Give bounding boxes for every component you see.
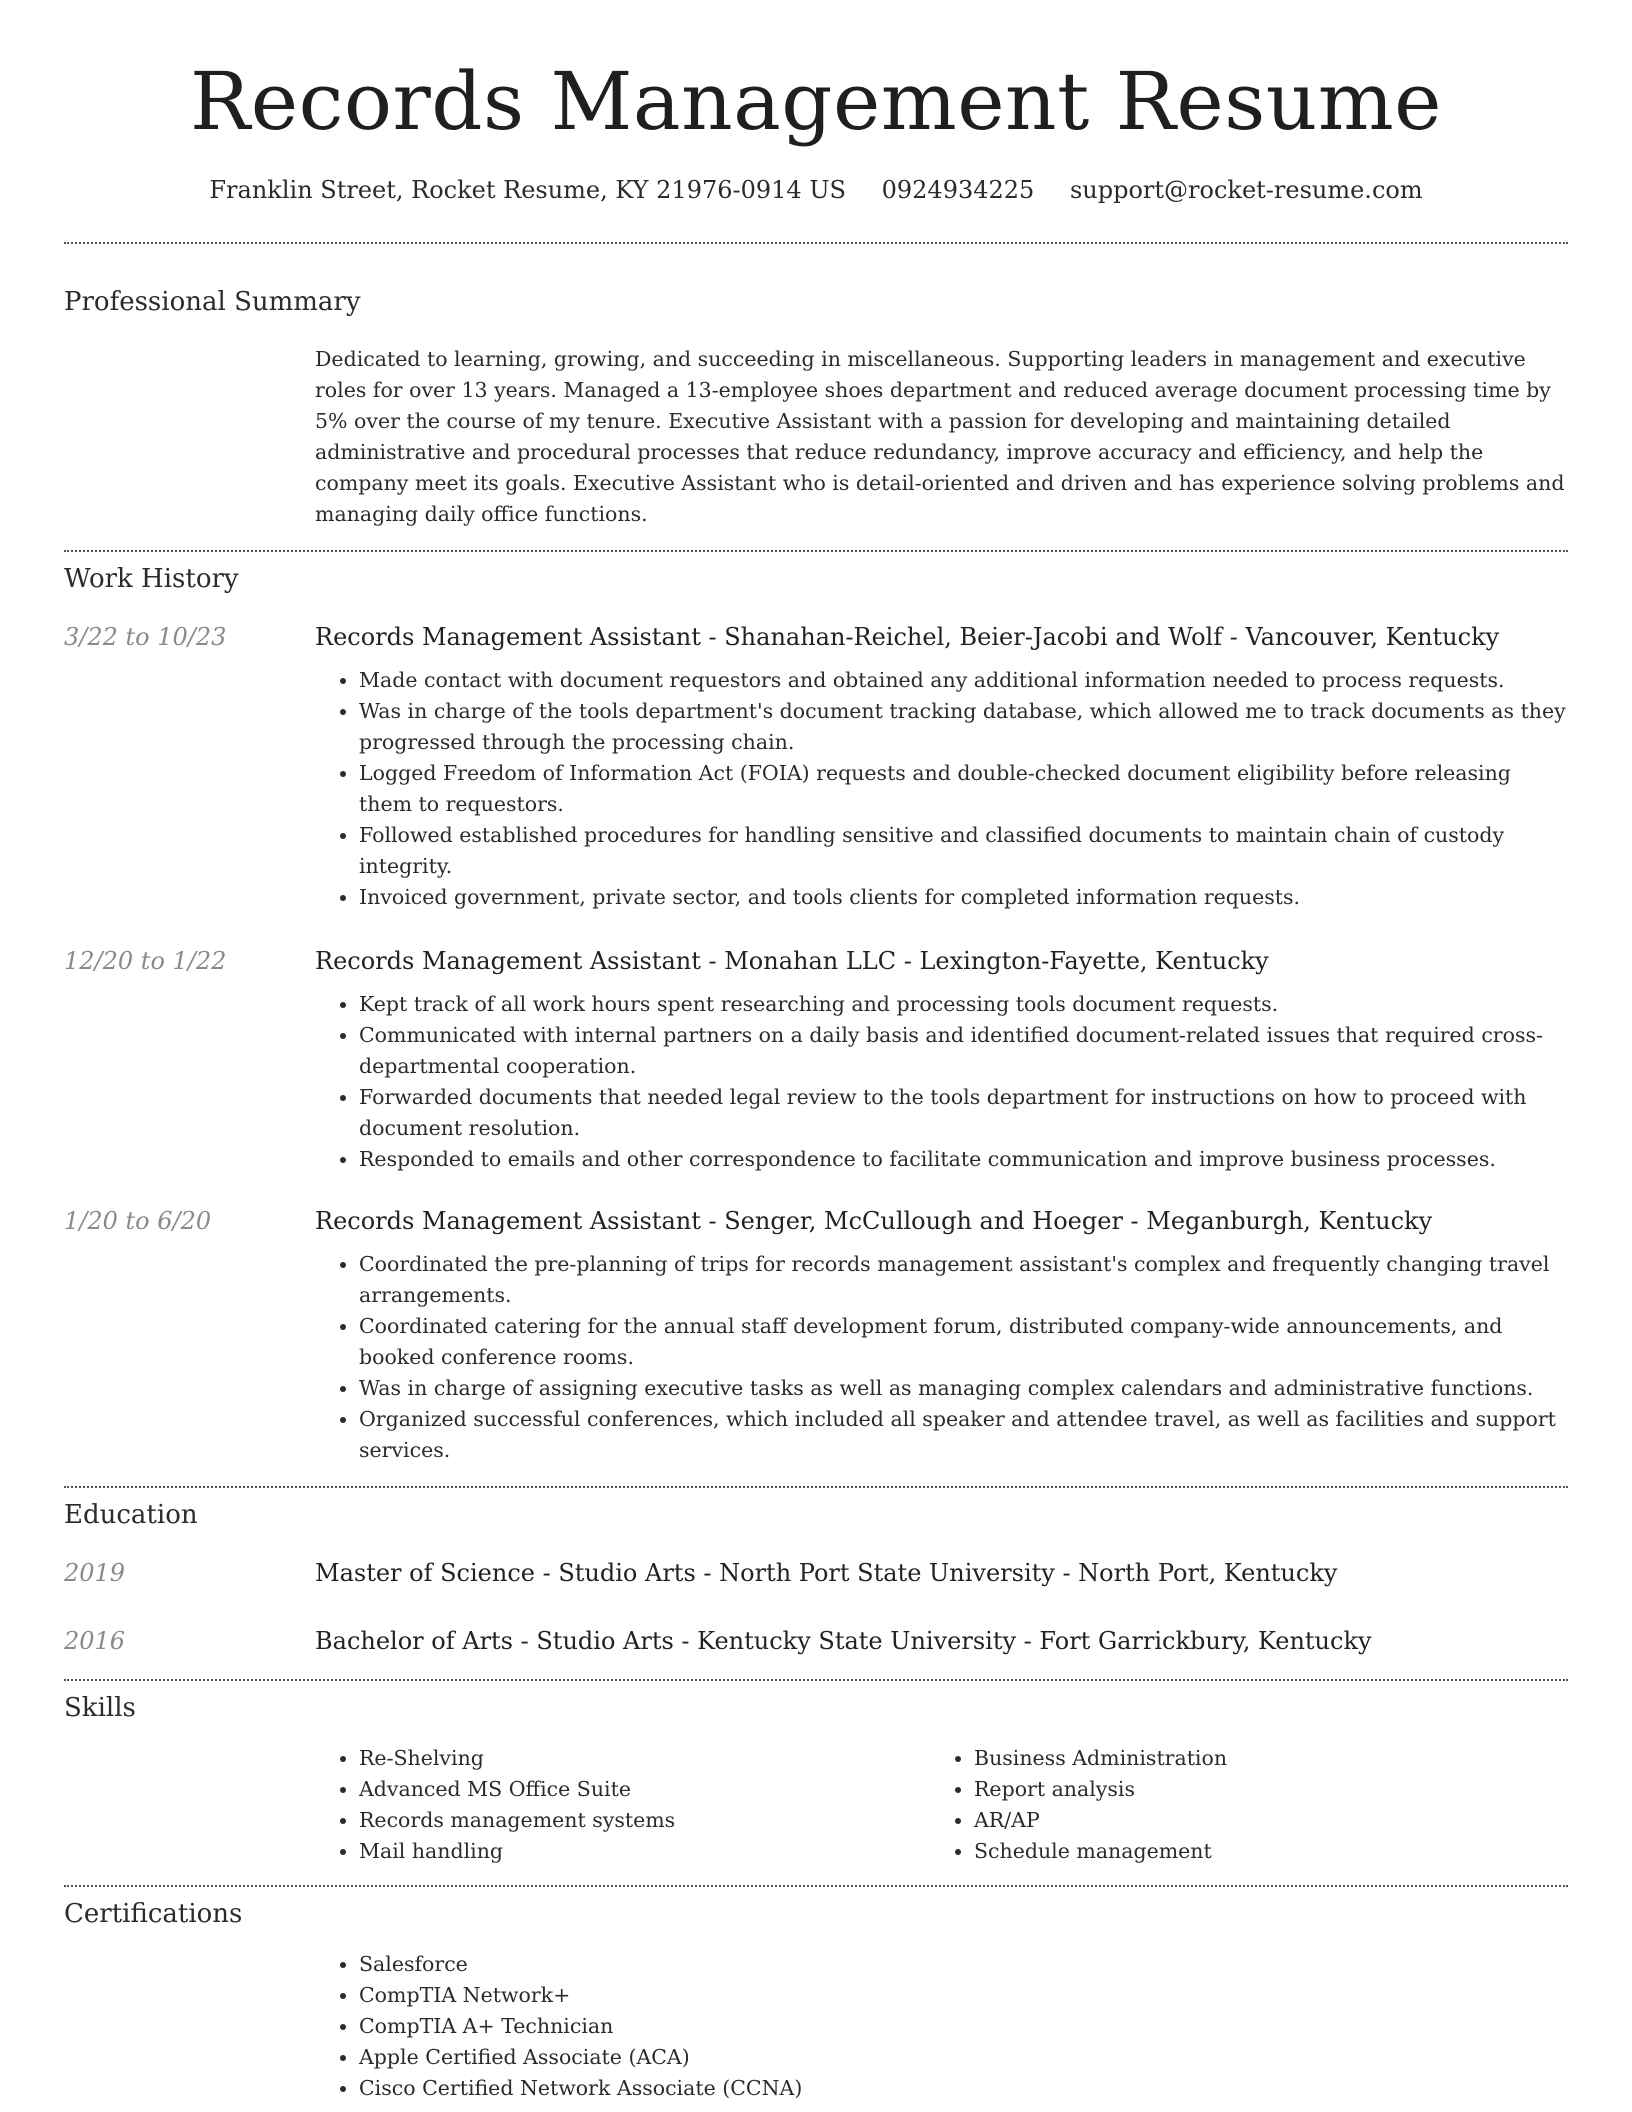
resume-page [64, 0, 1568, 2104]
list-item: • Was in charge of the tools department's document tracking database, which allowed me to track documents as they progressed through the processing chain. [359, 696, 1568, 758]
list-item: • Cisco Certified Network Associate (CCNA) [359, 2073, 1568, 2104]
job-heading: Records Management Assistant - Shanahan-Reichel, Beier-Jacobi and Wolf - Vancouver, Kentucky [315, 623, 1500, 651]
education-body [315, 1623, 1568, 1659]
divider-education [64, 1679, 1568, 1681]
summary-text: Dedicated to learning, growing, and succeeding in miscellaneous. Supporting leaders in management and executive roles for over 13 years. Managed a 13-employee shoes department and reduced average document processing time by 5% over the course of my tenure. Executive Assistant with a passion for developing and maintaining detailed administrative and procedural processes that reduce redundancy, improve accuracy and efficiency, and help the company meet its goals. Executive Assistant who is detail-oriented and driven and has experience solving problems and managing daily office functions. [315, 347, 1565, 526]
education-year: 2016 [64, 1627, 126, 1655]
list-item: • Coordinated the pre-planning of trips for records management assistant's complex and frequently changing travel arrangements. [359, 1249, 1568, 1311]
list-item: • Report analysis [974, 1774, 1545, 1805]
skills-list [930, 1743, 1545, 1867]
divider-work [64, 1486, 1568, 1488]
job-dates: 12/20 to 1/22 [64, 947, 227, 975]
contact-phone: 0924934225 [881, 176, 1035, 204]
list-item: • Responded to emails and other correspondence to facilitate communication and improve business processes. [359, 1144, 1568, 1175]
list-item: • CompTIA A+ Technician [359, 2011, 1568, 2042]
list-item: • Apple Certified Associate (ACA) [359, 2042, 1568, 2073]
job-dates: 1/20 to 6/20 [64, 1207, 212, 1235]
divider-summary [64, 550, 1568, 552]
list-item: • Communicated with internal partners on a daily basis and identified document-related issues that required cross-departmental cooperation. [359, 1020, 1568, 1082]
list-item: • Invoiced government, private sector, and tools clients for completed information requests. [359, 882, 1568, 913]
education-entry [64, 1555, 1568, 1591]
job-heading: Records Management Assistant - Senger, McCullough and Hoeger - Meganburgh, Kentucky [315, 1207, 1433, 1235]
section-title-education: Education [64, 1500, 198, 1530]
list-item: • Followed established procedures for handling sensitive and classified documents to maintain chain of custody integrity. [359, 820, 1568, 882]
contact-line [64, 172, 1568, 208]
resume-title: Records Management Resume [189, 55, 1443, 148]
list-item: • Logged Freedom of Information Act (FOIA) requests and double-checked document eligibility before releasing them to requestors. [359, 758, 1568, 820]
divider-header [64, 242, 1568, 244]
job-entry [64, 943, 1568, 1175]
job-entry [64, 619, 1568, 913]
job-bullets [315, 989, 1568, 1175]
list-item: • Forwarded documents that needed legal review to the tools department for instructions on how to proceed with document resolution. [359, 1082, 1568, 1144]
skills-list [315, 1743, 930, 1867]
list-item: • Was in charge of assigning executive tasks as well as managing complex calendars and administrative functions. [359, 1373, 1568, 1404]
list-item: • AR/AP [974, 1805, 1545, 1836]
contact-address: Franklin Street, Rocket Resume, KY 21976-0914 US [209, 176, 846, 204]
list-item: • Schedule management [974, 1836, 1545, 1867]
list-item: • Business Administration [974, 1743, 1545, 1774]
list-item: • CompTIA Network+ [359, 1980, 1568, 2011]
skills-column-left [315, 1743, 930, 1867]
job-bullets [315, 1249, 1568, 1466]
list-item: • Re-Shelving [359, 1743, 930, 1774]
section-title-summary: Professional Summary [64, 287, 361, 317]
list-item: • Records management systems [359, 1805, 930, 1836]
list-item: • Coordinated catering for the annual staff development forum, distributed company-wide announcements, and booked conference rooms. [359, 1311, 1568, 1373]
job-body [315, 943, 1568, 1175]
list-item: • Made contact with document requestors and obtained any additional information needed to process requests. [359, 665, 1568, 696]
education-year: 2019 [64, 1559, 126, 1587]
list-item: • Salesforce [359, 1949, 1568, 1980]
education-heading: Bachelor of Arts - Studio Arts - Kentucky State University - Fort Garrickbury, Kentucky [315, 1627, 1372, 1655]
education-heading: Master of Science - Studio Arts - North Port State University - North Port, Kentucky [315, 1559, 1338, 1587]
job-body [315, 619, 1568, 913]
section-title-skills: Skills [64, 1693, 136, 1723]
list-item: • Advanced MS Office Suite [359, 1774, 930, 1805]
education-body [315, 1555, 1568, 1591]
education-entry [64, 1623, 1568, 1659]
skills-grid [315, 1743, 1568, 1867]
job-bullets [315, 665, 1568, 913]
skills-column-right [930, 1743, 1545, 1867]
list-item: • Kept track of all work hours spent researching and processing tools document requests. [359, 989, 1568, 1020]
job-heading: Records Management Assistant - Monahan LLC - Lexington-Fayette, Kentucky [315, 947, 1269, 975]
job-dates: 3/22 to 10/23 [64, 623, 227, 651]
contact-email: support@rocket-resume.com [1069, 176, 1423, 204]
list-item: • Organized successful conferences, which included all speaker and attendee travel, as well as facilities and support services. [359, 1404, 1568, 1466]
certifications-list [315, 1949, 1568, 2104]
job-entry [64, 1203, 1568, 1466]
job-body [315, 1203, 1568, 1466]
list-item: • Mail handling [359, 1836, 930, 1867]
divider-skills [64, 1885, 1568, 1887]
section-title-certifications: Certifications [64, 1899, 243, 1929]
section-title-work: Work History [64, 564, 239, 594]
